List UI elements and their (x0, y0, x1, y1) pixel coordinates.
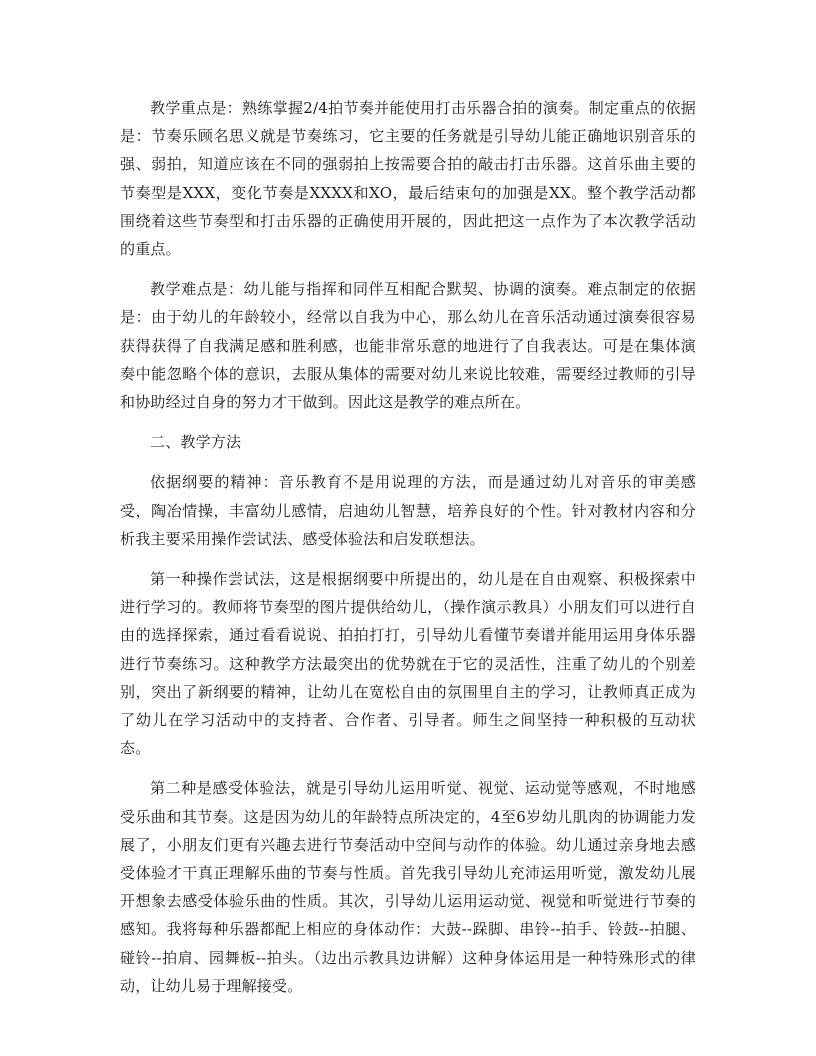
paragraph-teaching-focus: 教学重点是：熟练掌握2/4拍节奏并能使用打击乐器合拍的演奏。制定重点的依据是：节奏乐顾名思义就是节奏练习，它主要的任务就是引导幼儿能正确地识别音乐的强、弱拍，知道应该在不同的强弱拍上按需要合拍的敲击打击乐器。这首乐曲主要的节奏型是XXX，变化节奏是XXXX和XO，最后结束句的加强是XX。整个教学活动都围绕着这些节奏型和打击乐器的正确使用开展的，因此把这一点作为了本次教学活动的重点。 (120, 99, 696, 259)
paragraph-methods-basis: 依据纲要的精神：音乐教育不是用说理的方法，而是通过幼儿对音乐的审美感受，陶冶情操，丰富幼儿感情，启迪幼儿智慧，培养良好的个性。针对教材内容和分析我主要采用操作尝试法、感受体验法和启发联想法。 (120, 473, 696, 548)
document-page (120, 94, 696, 1012)
paragraph-method-perception-experience: 第二种是感受体验法，就是引导幼儿运用听觉、视觉、运动觉等感观，不时地感受乐曲和其节奏。这是因为幼儿的年龄特点所决定的，4至6岁幼儿肌肉的协调能力发展了，小朋友们更有兴趣去进行节奏活动中空间与动作的体验。幼儿通过亲身地去感受体验才干真正理解乐曲的节奏与性质。首先我引导幼儿充沛运用听觉，激发幼儿展开想象去感受体验乐曲的性质。其次，引导幼儿运用运动觉、视觉和听觉进行节奏的感知。我将每种乐器都配上相应的身体动作：大鼓--跺脚、串铃--拍手、铃鼓--拍腿、碰铃--拍肩、园舞板--拍头。（边出示教具边讲解）这种身体运用是一种特殊形式的律动，让幼儿易于理解接受。 (120, 779, 696, 995)
section-heading-teaching-methods: 二、教学方法 (150, 433, 242, 452)
paragraph-teaching-difficulty: 教学难点是：幼儿能与指挥和同伴互相配合默契、协调的演奏。难点制定的依据是：由于幼儿的年龄较小，经常以自我为中心，那么幼儿在音乐活动通过演奏很容易获得获得了自我满足感和胜利感，也能非常乐意的地进行了自我表达。可是在集体演奏中能忽略个体的意识，去服从集体的需要对幼儿来说比较难，需要经过教师的引导和协助经过自身的努力才干做到。因此这是教学的难点所在。 (120, 280, 696, 412)
paragraph-method-operation-trial: 第一种操作尝试法，这是根据纲要中所提出的，幼儿是在自由观察、积极探索中进行学习的。教师将节奏型的图片提供给幼儿，（操作演示教具）小朋友们可以进行自由的选择探索，通过看看说说、拍拍打打，引导幼儿看懂节奏谱并能用运用身体乐器进行节奏练习。这种教学方法最突出的优势就在于它的灵活性，注重了幼儿的个别差别，突出了新纲要的精神，让幼儿在宽松自由的氛围里自主的学习，让教师真正成为了幼儿在学习活动中的支持者、合作者、引导者。师生之间坚持一种积极的互动状态。 (120, 570, 696, 758)
